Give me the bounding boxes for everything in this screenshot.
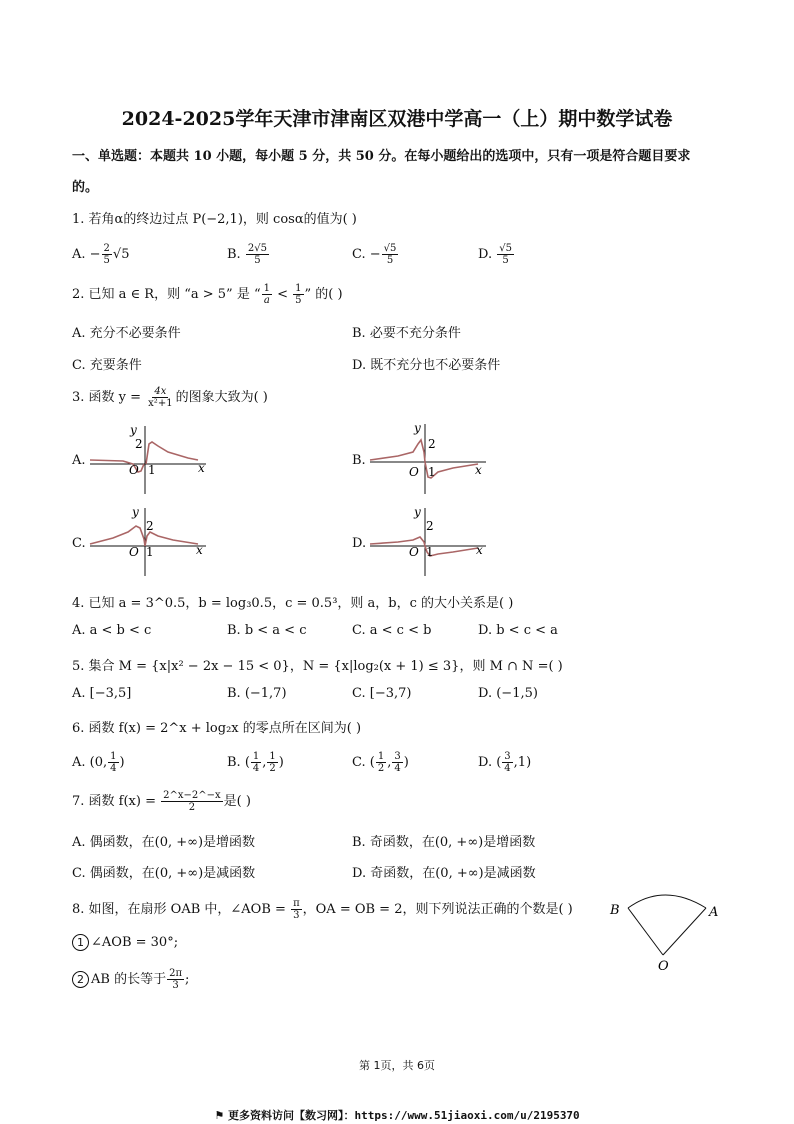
svg-text:B: B bbox=[610, 903, 620, 918]
q7-option-d: D. 奇函数，在(0, +∞)是减函数 bbox=[352, 866, 536, 881]
svg-text:O: O bbox=[658, 959, 669, 974]
section-heading: 一、单选题：本题共 10 小题，每小题 5 分，共 50 分。在每小题给出的选项中，只有一项是符合题目要求 bbox=[72, 149, 691, 164]
svg-text:A: A bbox=[709, 905, 719, 920]
q3-option-a: A. bbox=[72, 453, 86, 468]
q4-option-d: D. b < c < a bbox=[478, 623, 558, 638]
q2-option-c: C. 充要条件 bbox=[72, 358, 142, 373]
svg-text:x: x bbox=[475, 463, 482, 477]
q3-graph-c bbox=[88, 504, 213, 579]
question-6: 6. 函数 f(x) = 2^x + log₂x 的零点所在区间为( ) bbox=[72, 721, 362, 736]
svg-text:1: 1 bbox=[426, 545, 434, 559]
q2-option-a: A. 充分不必要条件 bbox=[72, 326, 181, 341]
svg-text:x: x bbox=[198, 461, 205, 475]
q5-option-c: C. [−3,7) bbox=[352, 686, 412, 701]
svg-text:y: y bbox=[130, 423, 137, 437]
q7-option-b: B. 奇函数，在(0, +∞)是增函数 bbox=[352, 835, 536, 850]
question-3: 3. 函数 y = $\frac{4x}{\text{x²+1}}$ 的图象大致为( ) bbox=[72, 386, 268, 409]
svg-text:x: x bbox=[476, 543, 483, 557]
svg-text:2: 2 bbox=[135, 437, 143, 451]
svg-text:O: O bbox=[129, 463, 139, 477]
q3-option-d: D. bbox=[352, 536, 367, 551]
q6-option-a: A. (0, $\frac{1}{4}$ ) bbox=[72, 751, 125, 774]
question-7: 7. 函数 f(x) = $\frac{2\^{}x-2\^{}-x}{2}$ 是( ) bbox=[72, 790, 251, 813]
svg-text:2: 2 bbox=[426, 519, 434, 533]
question-8: 8. 如图，在扇形 OAB 中，∠AOB = $\frac{\pi}{3}$ ，OA = OB = 2，则下列说法正确的个数是( ) bbox=[72, 898, 573, 921]
q4-option-b: B. b < a < c bbox=[227, 623, 307, 638]
resource-link[interactable]: ⚑ 更多资料访问【数习网】：https://www.51jiaoxi.com/u/2195370 bbox=[214, 1109, 580, 1122]
svg-text:1: 1 bbox=[148, 463, 156, 477]
q3-graph-d bbox=[368, 504, 493, 579]
q1-option-d: D. $\frac{√5}{5}$ bbox=[478, 243, 512, 266]
q4-option-c: C. a < c < b bbox=[352, 623, 432, 638]
q6-option-d: D. ( $\frac{3}{4}$ ,1) bbox=[478, 751, 532, 774]
svg-text:2: 2 bbox=[146, 519, 154, 533]
q7-option-a: A. 偶函数，在(0, +∞)是增函数 bbox=[72, 835, 256, 850]
question-1: 1. 若角α的终边过点 P(−2,1)，则 cosα的值为( ) bbox=[72, 212, 357, 227]
svg-text:O: O bbox=[409, 545, 419, 559]
page-footer: 第 1页，共 6页 bbox=[359, 1059, 435, 1072]
q8-item-2: 2 AB 的长等于 $\frac{2\pi}{3}$ ; bbox=[72, 968, 189, 991]
q3-graph-b bbox=[368, 422, 493, 497]
q5-option-a: A. [−3,5] bbox=[72, 686, 132, 701]
sector-diagram bbox=[606, 886, 726, 976]
svg-text:O: O bbox=[129, 545, 139, 559]
question-4: 4. 已知 a = 3^0.5，b = log₃0.5，c = 0.5³，则 a，b，c 的大小关系是( ) bbox=[72, 596, 514, 611]
q5-option-b: B. (−1,7) bbox=[227, 686, 287, 701]
flag-icon: ⚑ bbox=[214, 1109, 229, 1122]
q4-option-a: A. a < b < c bbox=[72, 623, 152, 638]
section-heading-cont: 的。 bbox=[72, 180, 99, 195]
q6-option-c: C. ( $\frac{1}{2}$ , $\frac{3}{4}$ ) bbox=[352, 751, 409, 774]
svg-text:x: x bbox=[196, 543, 203, 557]
svg-text:y: y bbox=[132, 505, 139, 519]
q2-option-b: B. 必要不充分条件 bbox=[352, 326, 461, 341]
q1-option-a: A. − $\frac{2}{5}$ √5 bbox=[72, 243, 130, 266]
q8-item-1: 1 ∠AOB = 30°; bbox=[72, 934, 178, 951]
q3-option-b: B. bbox=[352, 453, 366, 468]
q7-option-c: C. 偶函数，在(0, +∞)是减函数 bbox=[72, 866, 256, 881]
svg-text:y: y bbox=[414, 422, 421, 435]
page-title: 2024-2025学年天津市津南区双港中学高一（上）期中数学试卷 bbox=[121, 108, 673, 130]
svg-text:O: O bbox=[409, 465, 419, 479]
q6-option-b: B. ( $\frac{1}{4}$ , $\frac{1}{2}$ ) bbox=[227, 751, 284, 774]
svg-text:2: 2 bbox=[428, 437, 436, 451]
q1-option-b: B. $\frac{2√5}{5}$ bbox=[227, 243, 267, 266]
svg-text:1: 1 bbox=[428, 465, 436, 479]
svg-text:y: y bbox=[414, 505, 421, 519]
q5-option-d: D. (−1,5) bbox=[478, 686, 538, 701]
question-5: 5. 集合 M = {x|x² − 2x − 15 < 0}，N = {x|log₂(x + 1) ≤ 3}，则 M ∩ N =( ) bbox=[72, 659, 563, 674]
q1-option-c: C. − $\frac{√5}{5}$ bbox=[352, 243, 397, 266]
q2-option-d: D. 既不充分也不必要条件 bbox=[352, 358, 501, 373]
question-2: 2. 已知 a ∈ R，则 “a > 5” 是 “ $\frac{1}{a}$ < $\frac{1}{5}$ ” 的( ) bbox=[72, 283, 343, 306]
q3-option-c: C. bbox=[72, 536, 86, 551]
q3-graph-a bbox=[88, 422, 213, 497]
svg-text:1: 1 bbox=[146, 545, 154, 559]
